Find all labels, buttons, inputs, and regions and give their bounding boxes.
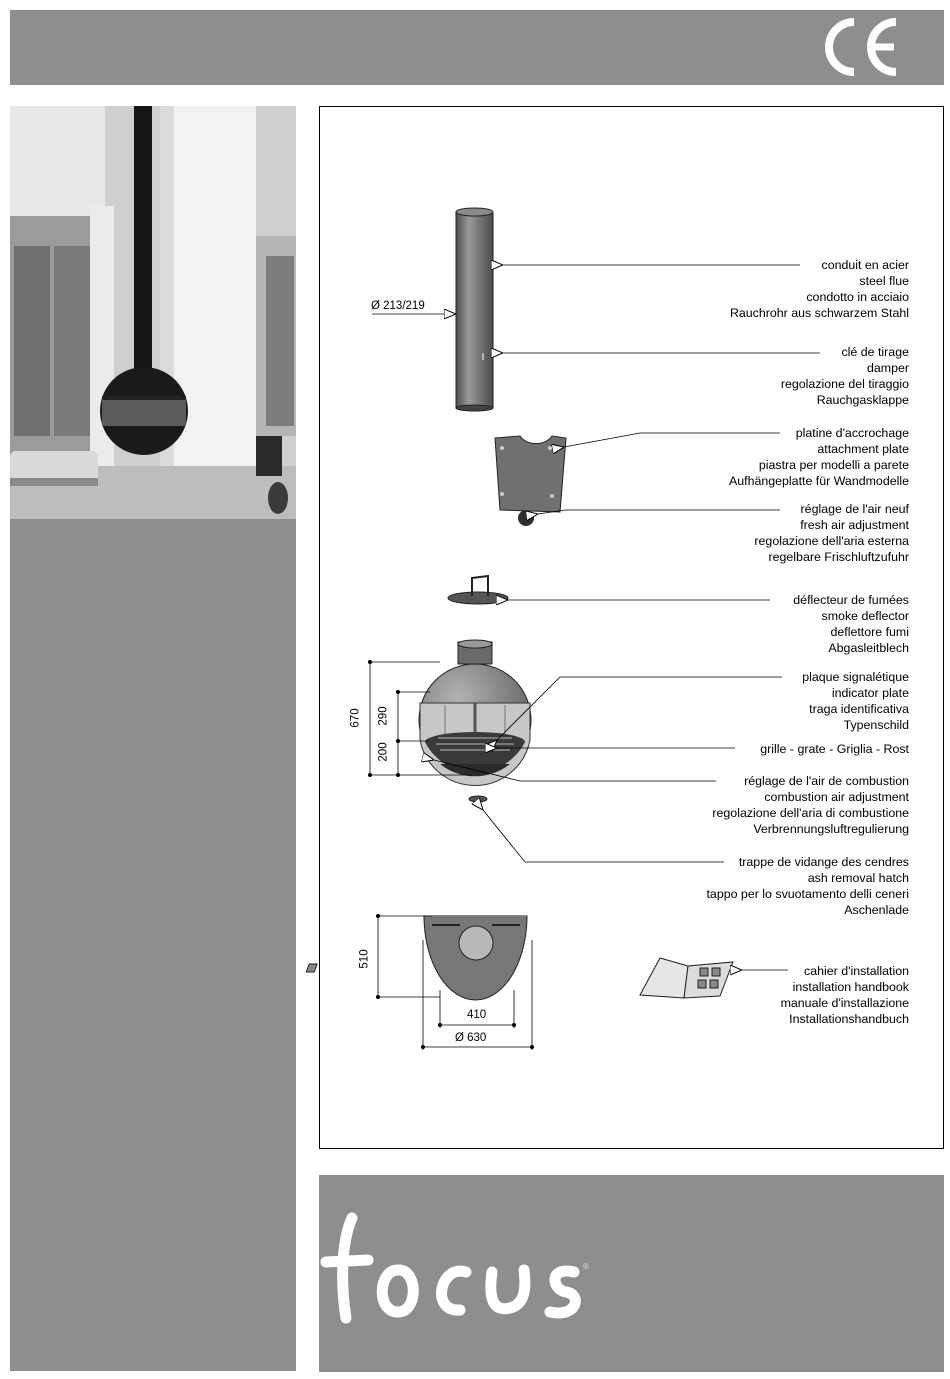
label-steel-flue: conduit en acier steel flue condotto in acciaio Rauchrohr aus schwarzem Stahl — [729, 258, 909, 320]
dim-depth: 510 — [358, 949, 371, 969]
label-indicator-plate: plaque signalétique indicator plate traga identificativa Typenschild — [802, 670, 909, 732]
dim-height-base: 200 — [377, 742, 390, 762]
label-combustion-air: réglage de l'air de combustion combustion air adjustment regolazione dell'aria di combustione Verbrennungsluftregulierung — [712, 774, 909, 836]
fireplace-top-view — [424, 916, 527, 1000]
dim-width-inner: 410 — [467, 1009, 487, 1021]
dim-diameter: Ø 630 — [455, 1032, 487, 1044]
ash-hatch-shape — [469, 796, 487, 802]
attachment-plate-shape — [495, 436, 566, 526]
registered-mark: ® — [583, 1262, 589, 1271]
dim-height-total: 670 — [349, 708, 362, 728]
label-attachment-plate: platine d'accrochage attachment plate piastra per modelli a parete Aufhängeplatte für Wandmodelle — [728, 426, 909, 488]
label-handbook: cahier d'installation installation handbook manuale d'installazione Installationshandbuch — [780, 964, 909, 1026]
label-ash-hatch: trappe de vidange des cendres ash removal hatch tappo per lo svuotamento delli ceneri Aschenlade — [706, 855, 909, 917]
smoke-deflector-shape — [448, 576, 508, 604]
label-smoke-deflector: déflecteur de fumées smoke deflector deflettore fumi Abgasleitblech — [793, 593, 909, 655]
dim-height-window: 290 — [377, 706, 390, 726]
dim-flue-diameter: Ø 213/219 — [371, 300, 425, 312]
label-grate: grille - grate - Griglia - Rost — [760, 742, 909, 756]
label-damper: clé de tirage damper regolazione del tiraggio Rauchgasklappe — [780, 345, 909, 407]
steel-flue — [456, 208, 493, 411]
label-fresh-air: réglage de l'air neuf fresh air adjustment regolazione dell'aria esterna regelbare Frischluftzufuhr — [754, 502, 909, 564]
focus-logo — [320, 1200, 600, 1330]
